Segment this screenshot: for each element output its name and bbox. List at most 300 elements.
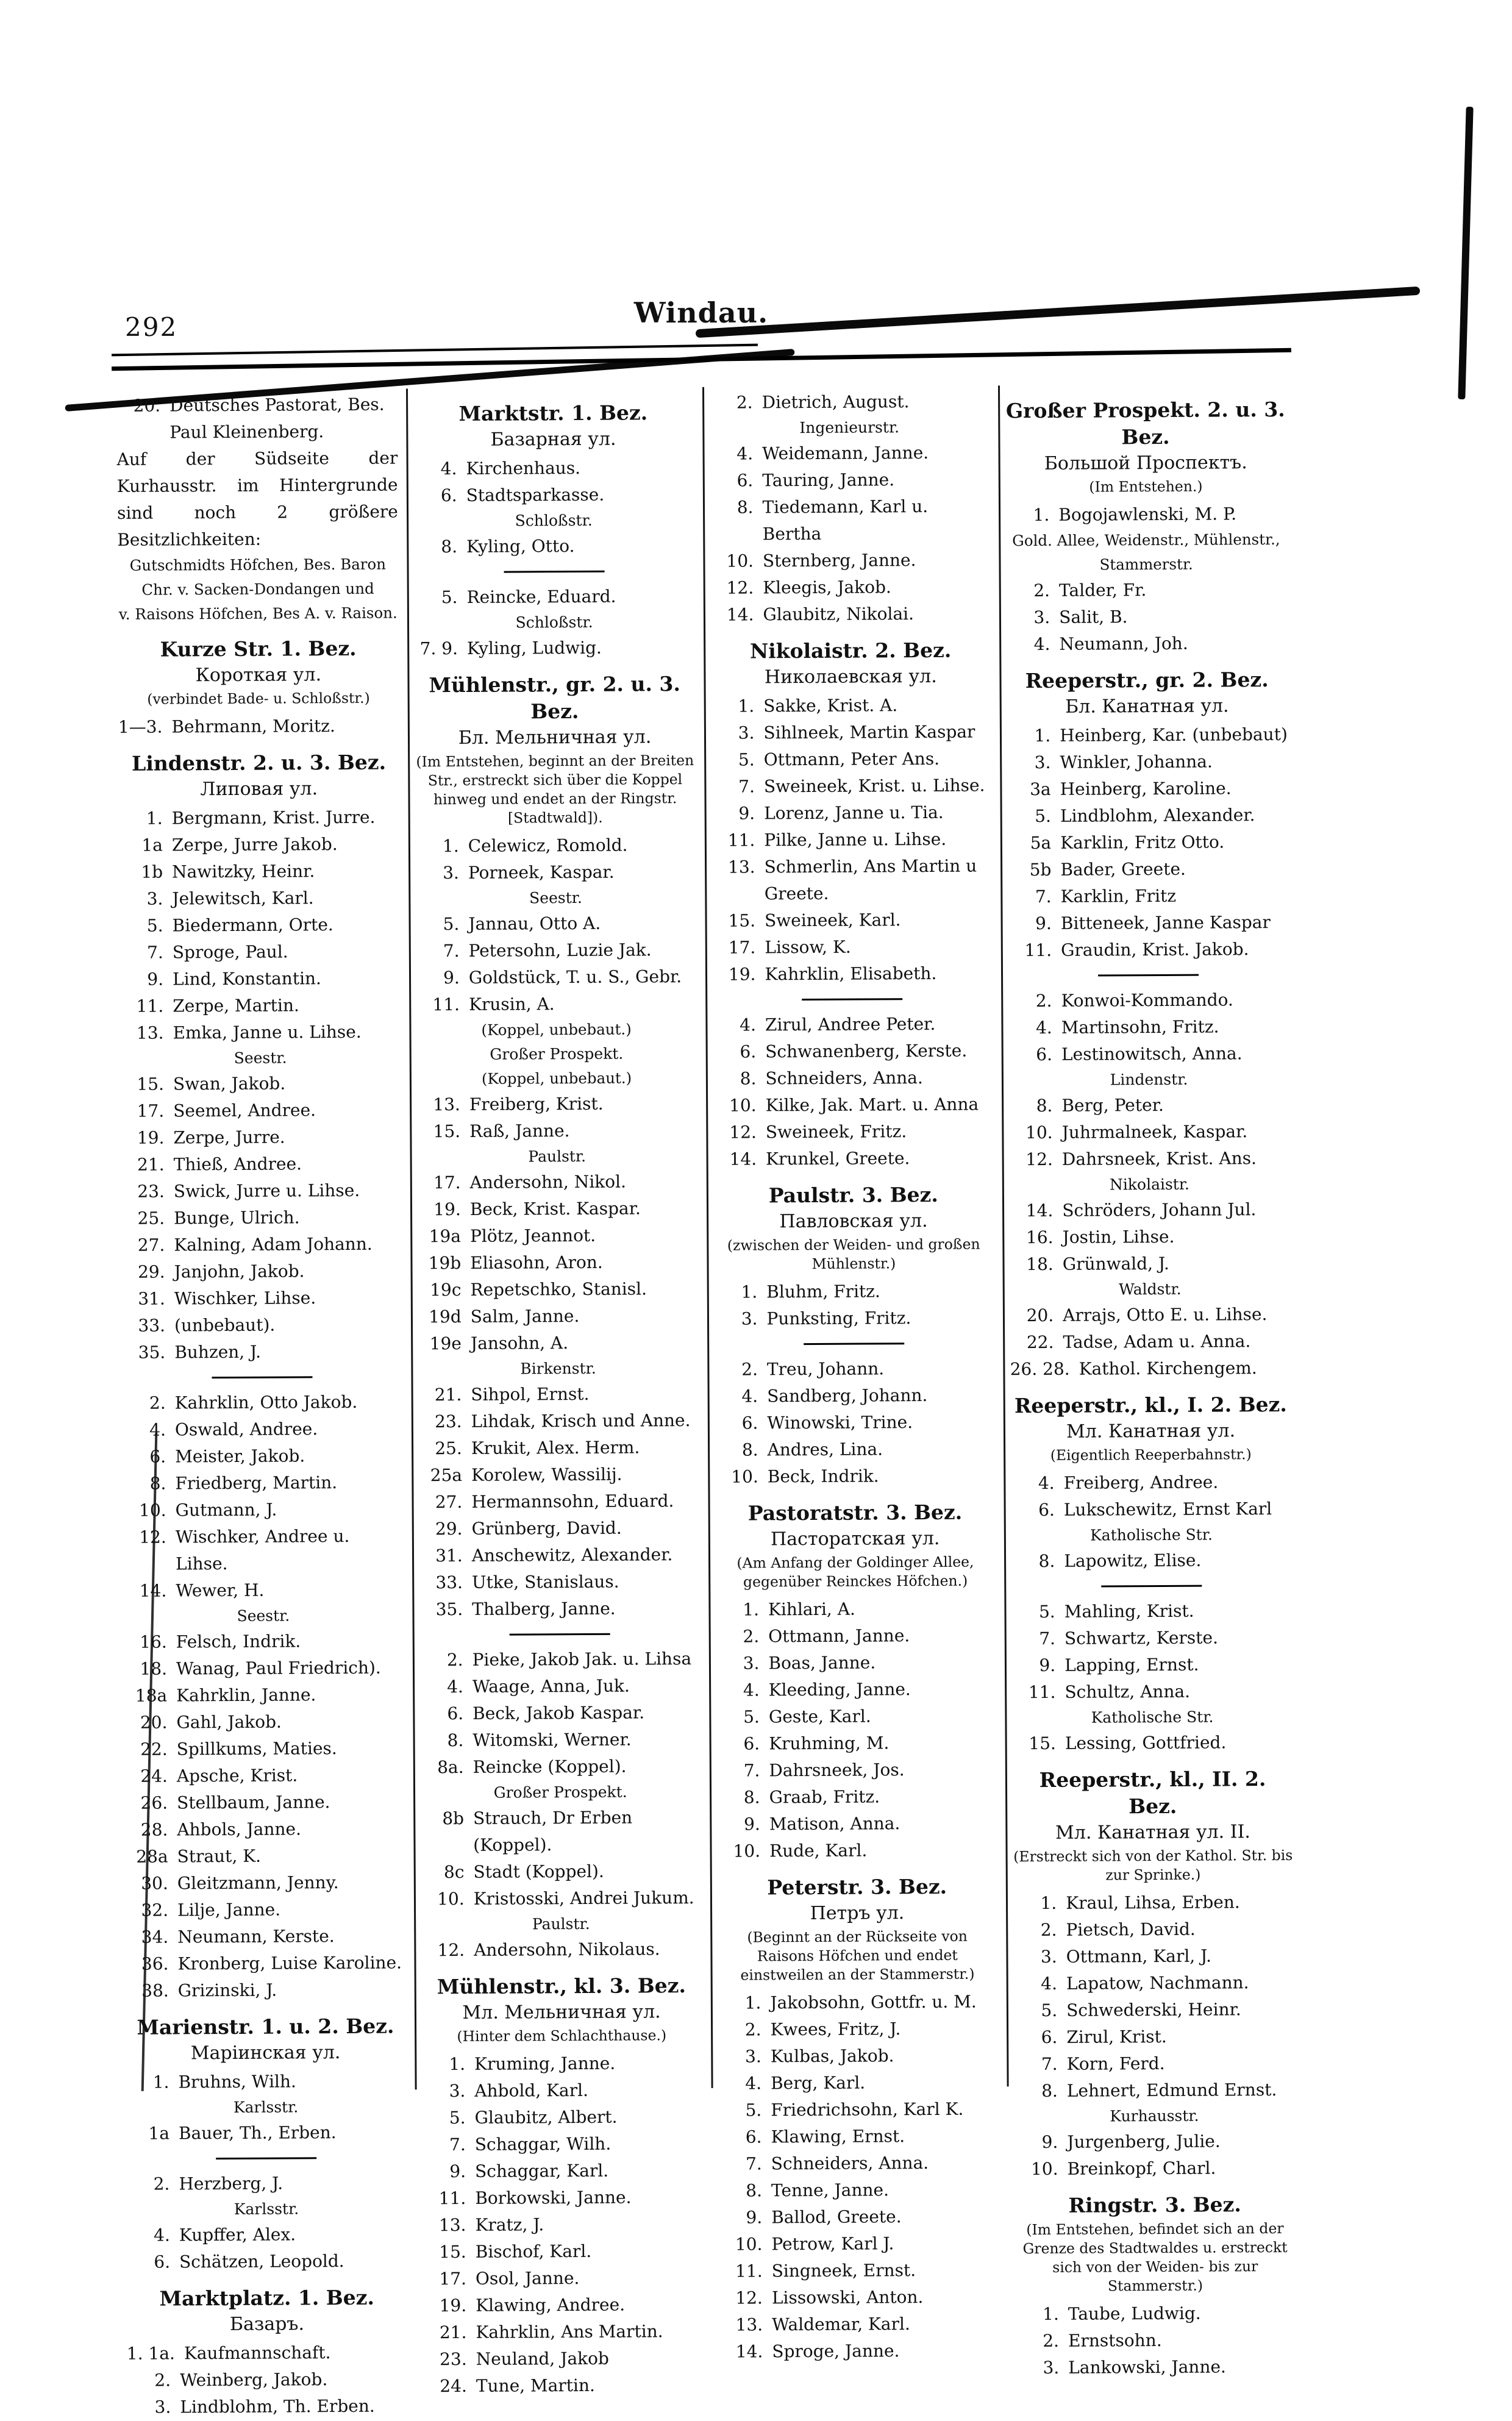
cross-street-label: Karlsstr. [234,2200,299,2218]
directory-entry [419,1672,701,1700]
house-number: 16. [1025,1227,1054,1248]
directory-entry [711,933,993,961]
directory-entry [709,439,990,467]
resident-name: Buhzen, J. [174,1341,262,1363]
directory-entry [421,1884,702,1913]
resident-name: Kronberg, Luise Karoline. [177,1952,402,1974]
directory-entry [124,1896,405,1924]
directory-entry [1015,2300,1296,2328]
directory-entry [119,965,401,993]
house-number: 29. [137,1261,165,1282]
directory-entry [714,1382,995,1410]
directory-columns [112,384,1303,2417]
directory-entry [1010,1301,1291,1329]
resident-name: Ahbols, Janne. [177,1819,302,1840]
house-number: 1. [744,1992,761,2013]
house-number: 1. 1a. [126,2343,175,2364]
house-number: 10. [726,551,754,571]
resident-name: Grünberg, David. [471,1517,622,1539]
resident-name: Sweineek, Krist. u. Lihse. [763,775,985,797]
directory-entry [715,1622,996,1650]
house-number: 18a [135,1685,168,1706]
resident-name: Utke, Stanislaus. [471,1571,619,1592]
directory-entry [119,858,400,886]
street-heading [118,635,399,711]
resident-name: Repetschko, Stanisl. [470,1278,647,1300]
house-number: 6. [745,2127,762,2147]
house-number: 26. [140,1792,168,1813]
resident-name: Kristosski, Andrei Jukum. [473,1888,694,1909]
directory-entry [715,1595,996,1623]
house-number: 3. [743,1653,760,1674]
resident-name: Wewer, H. [176,1580,265,1601]
street-name-german: Reeperstr., gr. 2. Bez. [1025,668,1269,693]
house-number: 25a [430,1465,463,1486]
resident-name: Neuland, Jakob [476,2348,609,2369]
resident-name: Lessing, Gottfried. [1064,1732,1227,1753]
directory-entry [713,1277,994,1305]
resident-name: Kalning, Adam Johann. [174,1233,373,1255]
resident-name: Lissowski, Anton. [771,2287,924,2308]
directory-entry [421,2103,702,2131]
resident-name: Neumann, Joh. [1059,633,1188,654]
resident-name: Jannau, Otto A. [468,913,601,934]
resident-name: Andres, Lina. [767,1439,883,1460]
resident-name: Andersohn, Nikol. [469,1171,627,1193]
house-number: 19. [439,2295,467,2316]
house-number: 8. [741,1439,758,1460]
house-number: 14. [726,604,754,625]
directory-entry [719,2310,1000,2338]
resident-name: Freiberg, Andree. [1063,1472,1219,1493]
directory-entry [419,1595,700,1623]
house-number: 22. [1026,1332,1054,1353]
resident-name: Krunkel, Greete. [766,1148,910,1169]
house-number: 27. [137,1235,165,1255]
house-number: 6. [447,1703,464,1724]
house-number: 3. [1034,752,1051,773]
house-number: 9. [744,1814,760,1834]
resident-name: Kulbas, Jakob. [770,2045,894,2067]
house-number: 8. [149,1473,166,1494]
house-number: 2. [744,2019,761,2040]
house-number: 8. [441,537,458,557]
directory-entry [1013,1996,1294,2024]
street-name-german: Ringstr. 3. Bez. [1068,2192,1241,2217]
directory-entry [714,1355,995,1383]
street-name-german: Kurze Str. 1. Bez. [160,636,357,661]
resident-name: Bogojawlenski, M. P. [1058,504,1237,525]
directory-entry [1007,775,1288,803]
house-number: 13. [433,1094,460,1115]
resident-name: Kahrklin, Janne. [176,1685,316,1706]
directory-entry [123,1655,404,1683]
house-number: 8. [746,2180,763,2201]
cross-street-label: Birkenstr. [520,1359,596,1378]
house-number: 1. [741,1282,758,1302]
resident-name: Sternberg, Janne. [762,550,916,571]
directory-entry [416,1090,697,1118]
resident-name: Klawing, Andree. [476,2294,626,2316]
street-note: (Im Entstehen, befindet sich an der Grenze des Stadtwaldes u. erstreckt sich von der Weiden- bis zur Stammerstr.) [1022,2219,1288,2295]
directory-entry [1011,1597,1293,1625]
resident-name: Beck, Jakob Kaspar. [472,1702,645,1724]
cross-street-label: Paulstr. [528,1147,587,1166]
house-number: 8c [443,1862,465,1883]
street-name-russian: Пасторатская ул. [770,1527,940,1550]
directory-entry [419,1568,700,1596]
directory-entry [712,1064,993,1092]
house-number: 7. [1041,2053,1058,2075]
resident-name: Sihpol, Ernst. [471,1383,590,1405]
house-number: 20. [1026,1305,1054,1326]
resident-name: Dietrich, August. [761,391,910,413]
note-centered: Gutschmidts Höfchen, Bes. Baron Chr. v. Sacken-Dondangen und [129,555,387,599]
resident-name: Dahrsneek, Krist. Ans. [1061,1148,1257,1169]
directory-entry [713,1091,994,1119]
directory-entry [1008,909,1289,937]
street-name-russian: Бл. Мельничная ул. [458,726,652,749]
cross-street-label: Waldstr. [1119,1280,1182,1299]
directory-entry [718,2095,999,2123]
directory-entry [121,1311,402,1339]
street-note: (Im Entstehen.) [1089,477,1203,496]
resident-name: Schaggar, Karl. [474,2160,609,2181]
resident-name: Osol, Janne. [475,2268,580,2289]
house-number: 7. [745,2153,762,2174]
directory-entry [123,1628,404,1656]
resident-name: Konwoi-Kommando. [1061,989,1233,1011]
resident-name: Stadt (Koppel). [473,1861,604,1882]
column-3 [702,385,1007,2362]
resident-name: Kahrklin, Elisabeth. [765,963,937,985]
house-number: 1. [442,836,459,857]
directory-entry [718,2069,999,2097]
street-note: (Beginnt an der Rückseite von Raisons Höfchen und endet einstweilen an der Stammerstr.) [740,1927,975,1984]
directory-entry [715,1649,996,1677]
resident-name: Bischof, Karl. [475,2241,592,2262]
resident-name: Tauring, Janne. [762,469,895,491]
directory-entry [419,1753,701,1781]
cross-street-label: Großer Prospekt. [490,1044,624,1063]
house-number: 7. [443,941,460,961]
resident-name: Graudin, Krist. Jakob. [1060,939,1249,960]
directory-entry [1013,1969,1294,1997]
directory-entry [124,1735,405,1763]
street-name-german: Großer Prospekt. 2. u. 3. Bez. [1005,397,1285,449]
house-number: 17. [433,1172,461,1193]
house-number: 9. [443,968,460,988]
house-number: 1. [738,696,755,716]
house-number: 8. [447,1730,464,1751]
resident-name: Raß, Janne. [469,1121,570,1141]
house-number: 7. 9. [419,638,458,659]
house-number: 9. [746,2207,763,2228]
house-number: 8a. [437,1757,464,1778]
directory-entry [126,2221,407,2249]
house-number: 2. [446,1650,463,1670]
directory-entry [419,1645,701,1674]
resident-name: Freiberg, Krist. [469,1093,604,1114]
directory-entry [1011,1651,1293,1679]
resident-name: Spillkums, Maties. [176,1738,337,1760]
resident-name: Lapatow, Nachmann. [1066,1972,1249,1994]
house-number: 38. [141,1980,169,2001]
house-number: 3a [1030,779,1051,800]
house-number: 3. [1040,1946,1057,1967]
resident-name: Schröders, Johann Jul. [1062,1199,1257,1221]
street-heading [1010,1391,1291,1467]
directory-entry [711,906,993,934]
directory-entry [121,1338,402,1366]
directory-entry [1008,1091,1289,1119]
house-number: 3. [146,888,163,909]
resident-name: Bader, Greete. [1060,858,1186,880]
street-note: (Eigentlich Reeperbahnstr.) [1050,1446,1252,1464]
directory-entry [1014,2155,1295,2183]
house-number: 5. [743,1706,760,1727]
resident-name: Sproge, Janne. [772,2341,900,2362]
directory-entry [709,388,990,416]
house-number: 1. [1040,1892,1057,1914]
house-number: 6. [440,485,457,506]
house-number: 16. [140,1631,167,1652]
house-number: 5. [1038,1601,1055,1622]
directory-entry [711,745,992,773]
house-number: 5b [1029,859,1052,880]
house-number: 25. [435,1438,462,1459]
street-heading [1012,1766,1294,1888]
resident-name: Bauer, Th., Erben. [178,2122,337,2144]
resident-name: Kruhming, M. [769,1733,890,1754]
resident-name: Zirul, Krist. [1066,2026,1167,2047]
directory-entry [419,1699,701,1727]
house-number: 10. [735,2234,763,2255]
resident-name: Glaubitz, Albert. [474,2106,618,2128]
resident-name: Zerpe, Jurre. [173,1127,285,1148]
house-number: 8. [736,497,754,518]
street-heading [715,1499,996,1594]
house-number: 34. [141,1927,169,1947]
directory-entry [421,2077,702,2105]
resident-name: Zerpe, Martin. [173,995,299,1016]
directory-entry [422,2130,703,2158]
house-number: 10. [139,1500,166,1521]
house-number: 4. [1035,1017,1052,1038]
house-number: 7. [147,942,163,963]
house-number: 21. [137,1154,165,1175]
directory-entry [119,992,401,1020]
directory-entry [126,2119,407,2147]
resident-name: Wischker, Andree u. Lihse. [175,1525,350,1574]
house-number: 11. [432,994,460,1015]
house-number: 20. [133,395,161,416]
section-divider [802,998,903,1000]
directory-entry [712,1010,993,1038]
resident-name: Stellbaum, Janne. [177,1792,330,1813]
resident-name: Ottmann, Peter Ans. [763,748,940,770]
resident-name: Petersohn, Luzie Jak. [468,940,652,961]
house-number: 9. [1039,1655,1056,1676]
resident-name: Rude, Karl. [769,1840,868,1861]
directory-entry [717,2015,998,2043]
cross-street-label: Nikolaistr. [1109,1175,1190,1194]
resident-name: Friedberg, Martin. [175,1472,338,1494]
directory-entry [119,831,400,859]
resident-name: Mahling, Krist. [1064,1600,1194,1622]
house-number: 13. [735,2314,763,2335]
directory-entry [119,911,400,940]
house-number: 9. [147,969,164,989]
cross-street-label: Katholische Str. [1091,1708,1214,1727]
resident-name: Thieß, Andree. [173,1153,302,1175]
resident-name: Nawitzky, Heinr. [172,861,315,882]
directory-entry [123,1577,404,1605]
street-heading [414,671,696,830]
section-divider [509,1633,610,1636]
house-number: 5. [1041,2000,1058,2021]
resident-name: Kahrklin, Ans Martin. [476,2321,663,2342]
directory-entry [419,1726,701,1754]
directory-entry [116,391,398,446]
directory-entry [718,2203,999,2231]
resident-name: Karklin, Fritz Otto. [1060,832,1225,853]
house-number: 36. [141,1953,169,1974]
street-name-german: Reeperstr., kl., I. 2. Bez. [1014,1392,1287,1418]
directory-entry [415,936,696,964]
resident-name: Beck, Krist. Kaspar. [469,1198,641,1219]
house-number: 1. [146,808,163,829]
resident-name: Kleeding, Janne. [768,1679,911,1700]
street-name-russian: Мл. Мельничная ул. [462,2001,661,2024]
directory-entry [418,1514,699,1542]
resident-name: Arrajs, Otto E. u. Lihse. [1063,1304,1268,1325]
street-name-russian: Мл. Канатная ул. II. [1055,1821,1251,1844]
resident-name: Ahbold, Karl. [474,2080,589,2101]
house-number: 11. [438,2187,466,2209]
street-name-german: Marienstr. 1. u. 2. Bez. [137,2014,394,2039]
resident-name: Gutmann, J. [175,1499,277,1521]
directory-entry [423,2372,704,2400]
resident-name: Gahl, Jakob. [176,1711,282,1733]
house-number: 2. [1035,990,1052,1011]
house-number: 3. [154,2397,171,2417]
house-number: 5. [443,914,460,935]
resident-name: Grünwald, J. [1062,1253,1169,1274]
house-number: 26. 28. [1010,1358,1070,1380]
street-name-russian: Мл. Канатная ул. [1066,1420,1236,1442]
resident-name: Zerpe, Jurre Jakob. [171,834,338,855]
column-1 [112,388,415,2417]
street-heading [1007,666,1288,720]
resident-name: Hermannsohn, Eduard. [471,1491,674,1512]
house-number: 4. [736,443,754,464]
house-number: 30. [141,1873,168,1894]
resident-name: Beck, Indrik. [767,1466,879,1487]
directory-entry [118,713,399,741]
house-number: 14. [1025,1200,1054,1221]
section-divider [212,1376,312,1378]
directory-entry [1014,2128,1295,2156]
house-number: 9. [738,803,755,824]
resident-name: Heinberg, Kar. (unbebaut) [1060,724,1288,746]
cross-street-label: Großer Prospekt. [493,1783,627,1802]
directory-entry [417,1222,698,1250]
directory-entry [1005,501,1286,529]
directory-entry [1011,1496,1292,1524]
house-number: 24. [140,1766,168,1786]
street-name-german: Marktstr. 1. Bez. [458,401,648,426]
resident-name: Kathol. Kirchengem. [1079,1358,1257,1379]
street-name-russian: Петръ ул. [810,1902,905,1925]
resident-name: Schneiders, Anna. [771,2153,929,2174]
directory-entry [125,1977,406,2005]
resident-name: Wischker, Lihse. [174,1288,316,1309]
house-number: 22. [140,1739,168,1760]
directory-entry [119,938,401,966]
directory-entry [418,1380,699,1408]
house-number: 18. [140,1658,168,1679]
resident-name: Schultz, Anna. [1064,1681,1191,1702]
directory-entry [121,1231,402,1259]
street-name-german: Marktplatz. 1. Bez. [159,2285,375,2311]
resident-name: Lilje, Janne. [177,1899,281,1920]
section-divider [1098,974,1199,977]
resident-name: Salm, Janne. [470,1306,580,1327]
directory-entry [1013,1916,1294,1944]
directory-entry [712,1037,993,1065]
directory-entry [124,1789,405,1817]
resident-name: Bruhns, Wilh. [178,2071,296,2092]
street-name-russian: Базаръ. [229,2313,305,2336]
resident-name: Glaubitz, Nikolai. [763,604,915,625]
directory-entry [719,2337,1000,2365]
directory-entry [119,804,400,832]
resident-name: Pietsch, David. [1066,1919,1196,1940]
directory-entry [715,1462,996,1490]
house-number: 6. [154,2252,171,2272]
house-number: 14. [729,1149,757,1169]
resident-name: Treu, Johann. [766,1358,885,1380]
directory-entry [713,1118,994,1146]
house-number: 1. [449,2054,466,2075]
resident-name: Korolew, Wassilij. [471,1464,622,1485]
house-number: 33. [435,1572,463,1593]
resident-name: Schmerlin, Ans Martin u Greete. [764,855,977,904]
house-number: 15. [433,1121,461,1142]
directory-entry [1007,855,1288,883]
house-number: 4. [1033,633,1050,655]
resident-name: Janjohn, Jakob. [174,1261,305,1282]
resident-name: Witomski, Werner. [472,1729,632,1750]
resident-name: Lindblohm, Alexander. [1060,805,1255,826]
directory-entry [423,2264,704,2292]
resident-name: Sweineek, Karl. [764,910,901,931]
resident-name: Kahrklin, Otto Jakob. [174,1391,358,1413]
resident-name: Matison, Anna. [769,1813,900,1834]
directory-entry [421,1936,702,1964]
house-number: 10. [731,1466,758,1487]
cross-street-label: Schloßstr. [515,613,593,632]
house-number: 19. [728,964,756,985]
cross-street-label: Paulstr. [532,1914,590,1933]
directory-entry [710,573,991,601]
directory-entry [711,852,992,907]
resident-name: Juhrmalneek, Kaspar. [1061,1121,1248,1143]
resident-name: Apsche, Krist. [176,1765,298,1786]
resident-name: Sihlneek, Martin Kaspar [763,721,975,743]
resident-name: Wanag, Paul Friedrich). [176,1657,381,1679]
